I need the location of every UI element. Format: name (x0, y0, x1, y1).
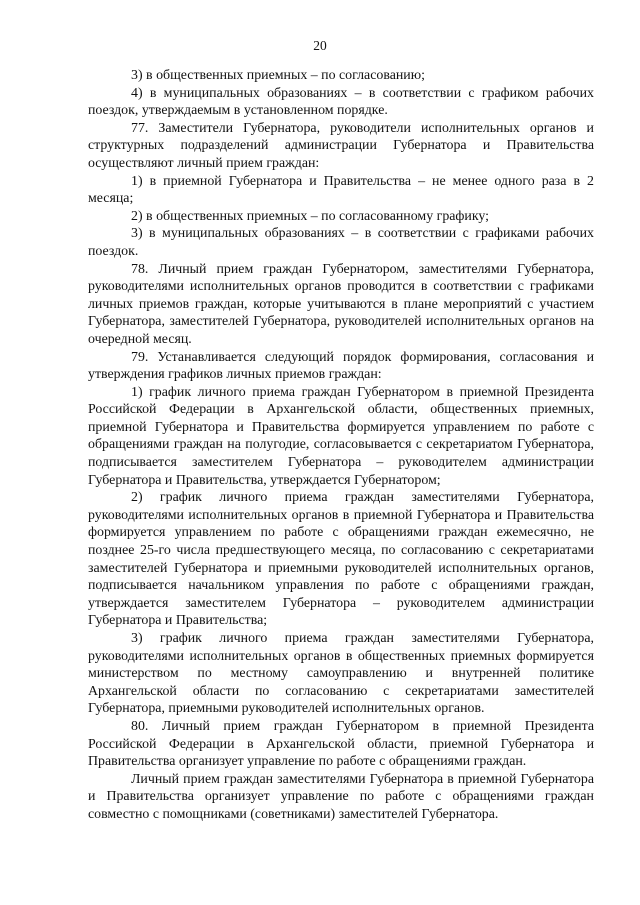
paragraph-77-item-3: 3) в муниципальных образованиях – в соответствии с графиками рабочих поездок. (88, 226, 594, 259)
paragraph-77-item-1: 1) в приемной Губернатора и Правительства – не менее одного раза в 2 месяца; (88, 173, 594, 207)
paragraph-79: 79. Устанавливается следующий порядок формирования, согласования и утверждения графиков личных приемов граждан: (88, 349, 594, 383)
paragraph-80-continued: Личный прием граждан заместителями Губернатора в приемной Губернатора и Правительства организует управление по работе с обращениями граждан совместно с помощниками (советниками) заместителей Губернатора. (88, 771, 594, 822)
paragraph-80: 80. Личный прием граждан Губернатором в приемной Президента Российской Федерации в Архангельской области, приемной Губернатора и Правительства организует управление по работе с обращениями граждан. (88, 718, 594, 770)
paragraph-77-item-2: 2) в общественных приемных – по согласованному графику; (131, 208, 490, 224)
page-number: 20 (313, 38, 327, 53)
paragraph-item-3-public-reception: 3) в общественных приемных – по согласованию; (131, 68, 425, 83)
paragraph-item-4-municipal: 4) в муниципальных образованиях – в соответствии с графиком рабочих поездок, утверждаемым в установленном порядке. (88, 85, 594, 119)
paragraph-77: 77. Заместители Губернатора, руководители исполнительных органов и структурных подразделений администрации Губернатора и Правительства осуществляют личный прием граждан: (88, 120, 594, 171)
paragraph-79-item-3: 3) график личного приема граждан заместителями Губернатора, руководителями исполнительных органов в общественных приемных формируется министерством по местному самоуправлению и внутренней политике Архангельской области по согласованию с секретариатами заместителей Губернатора, приемными руководителей исполнительных органов. (88, 631, 594, 717)
paragraph-79-item-1: 1) график личного приема граждан Губернатором в приемной Президента Российской Федерации в Архангельской области, общественных приемных, приемной Губернатора и Правительства формируется управлением по работе с обращениями граждан на полугодие, согласовывается с секретариатом Губернатора, подписывается заместителем Губернатора – руководителем администрации Губернатора и Правительства, утверждается Губернатором; (88, 384, 594, 488)
paragraph-79-item-2: 2) график личного приема граждан заместителями Губернатора, руководителями исполнительных органов в приемной Губернатора и Правительства формируется управлением по работе с обращениями граждан ежемесячно, не позднее 25-го числа предшествующего месяца, по согласованию с секретариатами заместителей Губернатора и приемными руководителей исполнительных органов, подписывается начальником управления по работе с обращениями граждан, утверждается заместителем Губернатора – руководителем администрации Губернатора и Правительства; (88, 490, 594, 629)
document-body (88, 67, 594, 824)
paragraph-78: 78. Личный прием граждан Губернатором, заместителями Губернатора, руководителями исполнительных органов проводится в соответствии с графиками личных приемов граждан, которые учитываются в плане мероприятий с участием Губернатора, заместителей Губернатора, руководителей исполнительных органов на очередной месяц. (88, 261, 594, 347)
